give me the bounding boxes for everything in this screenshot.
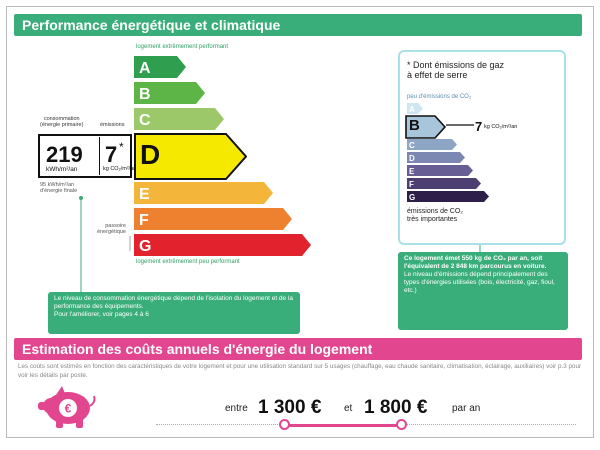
cost-per-year-word: par an	[452, 403, 481, 414]
cost-range-low-marker	[279, 419, 290, 430]
co2-unit: kg CO₂/m²/an	[484, 124, 518, 130]
cost-between-word: entre	[225, 403, 248, 414]
co2-title: * Dont émissions de gaz à effet de serre	[407, 60, 505, 80]
energy-class-letter-a: A	[139, 60, 151, 77]
co2-value-pointer	[446, 121, 474, 129]
co2-class-letter-d: D	[409, 154, 415, 163]
consumption-label: consommation (énergie primaire)	[40, 116, 84, 128]
energy-class-letter-g: G	[139, 238, 152, 255]
co2-current-letter: B	[409, 117, 420, 134]
energy-info-text: Le niveau de consommation énergétique dépend de l'isolation du logement et de la performance des équipements. Pour l'améliorer, voir pages 4 à 6	[54, 295, 294, 318]
co2-class-letter-e: E	[409, 167, 415, 176]
co2-bottom-caption: émissions de CO₂ très importantes	[407, 208, 464, 223]
emission-unit: kg CO₂/m²/an	[103, 166, 137, 172]
energy-class-letter-e: E	[139, 186, 150, 203]
co2-top-caption: peu d'émissions de CO₂	[407, 94, 472, 100]
energy-value: 219	[46, 142, 83, 167]
co2-class-letter-a: A	[409, 105, 415, 114]
cost-high-value: 1 800 €	[364, 397, 428, 418]
final-energy-note: 95 kWh/m²/an d'énergie finale	[40, 182, 78, 194]
cost-and-word: et	[344, 403, 353, 414]
scale-top-caption: logement extrêmement performant	[136, 44, 229, 50]
co2-class-bar-c	[407, 139, 457, 150]
co2-class-bar-g	[407, 191, 489, 202]
energy-info-note	[48, 292, 300, 334]
co2-note-text: Le niveau d'émissions dépend principalement des types d'énergies utilisées (bois, électricité, gaz, fioul, etc.)	[404, 271, 555, 294]
co2-class-bar-a	[407, 103, 423, 114]
emission-value: 7	[105, 142, 118, 167]
emission-star: *	[119, 140, 124, 154]
co2-class-letter-f: F	[409, 180, 414, 189]
cost-range-high-marker	[396, 419, 407, 430]
scale-bottom-caption: logement extrêmement peu performant	[136, 259, 240, 265]
co2-class-letter-g: G	[409, 193, 416, 202]
current-class-letter: D	[140, 139, 161, 170]
cost-range-line	[284, 424, 401, 427]
co2-class-bar-e	[407, 165, 473, 176]
performance-title: Performance énergétique et climatique	[22, 17, 281, 33]
passoire-label: passoire énergétique	[96, 223, 126, 235]
piggy-bank-euro-icon	[32, 384, 100, 430]
emissions-label: émissions	[100, 122, 125, 128]
co2-note-bold: Ce logement émet 550 kg de CO₂ par an, soit l'équivalent de 2 848 km parcourus en voiture.	[404, 255, 547, 270]
energy-class-letter-f: F	[139, 212, 149, 229]
costs-description: Les coûts sont estimés en fonction des caractéristiques de votre logement et pour une utilisation standard sur 5 usages (chauffage, eau chaude sanitaire, climatisation, éclairage, auxiliaires) voir p.3 pour voir les détails par poste.	[18, 363, 582, 379]
costs-title: Estimation des coûts annuels d'énergie du logement	[22, 341, 373, 357]
svg-text:€: €	[64, 401, 72, 416]
co2-class-bar-f	[407, 178, 481, 189]
energy-class-letter-c: C	[139, 112, 151, 129]
energy-unit: kWh/m²/an	[46, 166, 78, 173]
co2-info-note	[398, 252, 568, 330]
co2-class-letter-c: C	[409, 141, 415, 150]
cost-low-value: 1 300 €	[258, 397, 322, 418]
co2-class-bar-d	[407, 152, 465, 163]
co2-value: 7	[475, 119, 483, 134]
energy-class-letter-b: B	[139, 86, 151, 103]
